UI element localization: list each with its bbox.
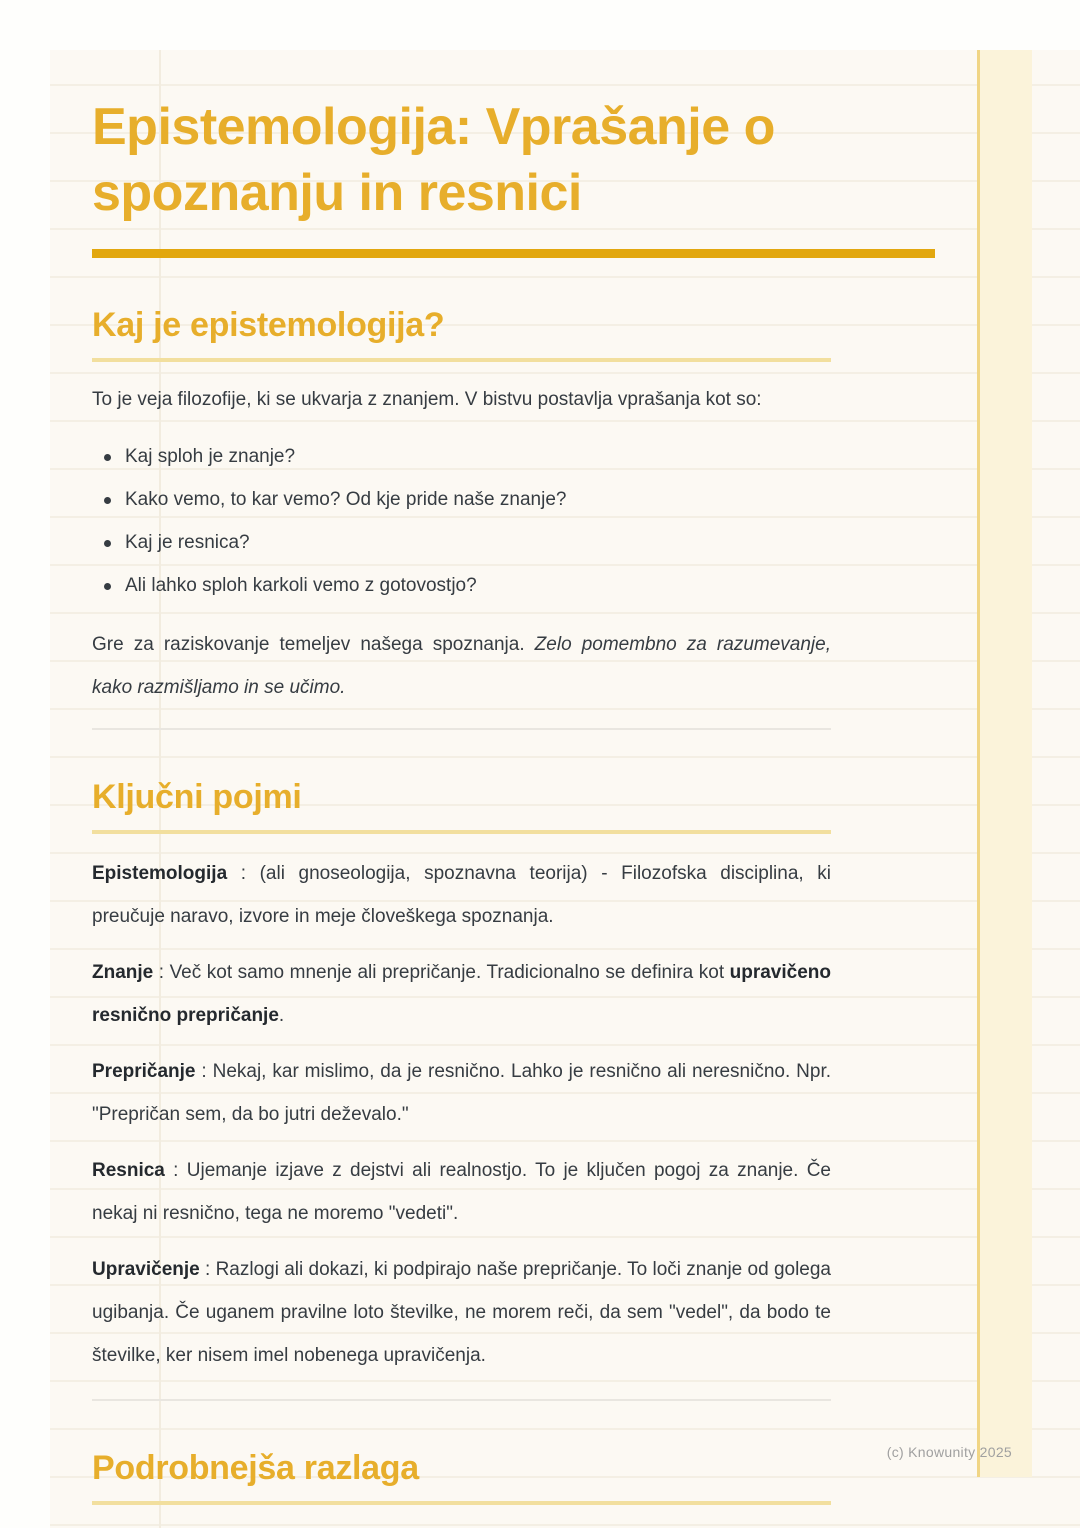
list-item xyxy=(92,435,831,478)
title-rule xyxy=(92,249,935,258)
summary-paragraph xyxy=(92,623,831,709)
section-underline xyxy=(92,1501,831,1505)
bullet-icon xyxy=(104,497,111,504)
list-item-text: Ali lahko sploh karkoli vemo z gotovostjo? xyxy=(125,575,477,596)
bullet-icon xyxy=(104,454,111,461)
bullet-icon xyxy=(104,540,111,547)
definition-term: Epistemologija xyxy=(92,863,228,884)
section-heading-kaj-je-epistemologija: Kaj je epistemologija? xyxy=(92,306,445,344)
list-item-text: Kaj je resnica? xyxy=(125,532,250,553)
definition-text: Razlogi ali dokazi, ki podpirajo naše prepričanje. To loči znanje od golega ugibanja. Če uganem pravilne loto številke, ne morem reči, da sem "vedel", da bodo te številke, ker nisem imel nobenega upravičenja. xyxy=(92,1259,831,1366)
summary-italic-text: Zelo pomembno za razumevanje, kako razmišljamo in se učimo. xyxy=(92,634,831,698)
question-list xyxy=(92,435,831,607)
section-heading-podrobnejsa-razlaga: Podrobnejša razlaga xyxy=(92,1449,419,1487)
definition-text: Ujemanje izjave z dejstvi ali realnostjo. To je ključen pogoj za znanje. Če nekaj ni resnično, tega ne moremo "vedeti". xyxy=(92,1160,831,1224)
definition-bold-text: upravičeno resnično prepričanje xyxy=(92,962,831,1026)
definition-term: Upravičenje xyxy=(92,1259,200,1280)
bookmark-ribbon xyxy=(977,50,1032,1477)
definition-term: Znanje xyxy=(92,962,154,983)
section-divider xyxy=(92,728,831,730)
list-item-text: Kaj sploh je znanje? xyxy=(125,446,296,467)
definition-epistemologija: Epistemologija : (ali gnoseologija, spoznavna teorija) - Filozofska disciplina, ki preučuje naravo, izvore in meje človeškega spoznanja. xyxy=(92,863,831,927)
definition-text: (ali gnoseologija, spoznavna teorija) - Filozofska disciplina, ki preučuje naravo, izvore in meje človeškega spoznanja. xyxy=(92,863,831,927)
list-item xyxy=(92,521,831,564)
section-divider xyxy=(92,1399,831,1401)
watermark: (c) Knowunity 2025 xyxy=(886,1444,1012,1460)
definition-text: Več kot samo mnenje ali prepričanje. Tradicionalno se definira kot xyxy=(169,962,730,983)
definition-znanje: Znanje : Več kot samo mnenje ali prepričanje. Tradicionalno se definira kot upravičeno resnično prepričanje. xyxy=(92,962,831,1026)
definition-term: Resnica xyxy=(92,1160,165,1181)
list-item-text: Kako vemo, to kar vemo? Od kje pride naše znanje? xyxy=(125,489,567,510)
document-content xyxy=(92,50,935,1505)
summary-normal-text: Gre za raziskovanje temeljev našega spoznanja. xyxy=(92,634,535,655)
definition-resnica: Resnica : Ujemanje izjave z dejstvi ali realnostjo. To je ključen pogoj za znanje. Če nekaj ni resnično, tega ne moremo "vedeti". xyxy=(92,1160,831,1224)
list-item xyxy=(92,478,831,521)
section-underline xyxy=(92,358,831,362)
bullet-icon xyxy=(104,583,111,590)
definition-text: Nekaj, kar mislimo, da je resnično. Lahko je resnično ali neresnično. Npr. "Prepričan sem, da bo jutri deževalo." xyxy=(92,1061,832,1125)
section-heading-kljucni-pojmi: Ključni pojmi xyxy=(92,778,302,816)
document-title: Epistemologija: Vprašanje o spoznanju in resnici xyxy=(92,98,775,222)
intro-paragraph: To je veja filozofije, ki se ukvarja z znanjem. V bistvu postavlja vprašanja kot so: xyxy=(92,389,762,410)
section-underline xyxy=(92,830,831,834)
list-item xyxy=(92,564,831,607)
notebook-paper xyxy=(50,50,1080,1528)
definition-prepricanje: Prepričanje : Nekaj, kar mislimo, da je resnično. Lahko je resnično ali neresnično. Npr. "Prepričan sem, da bo jutri deževalo." xyxy=(92,1061,832,1125)
definition-upravicenje: Upravičenje : Razlogi ali dokazi, ki podpirajo naše prepričanje. To loči znanje od golega ugibanja. Če uganem pravilne loto številke, ne morem reči, da sem "vedel", da bodo te številke, ker nisem imel nobenega upravičenja. xyxy=(92,1259,831,1366)
definition-term: Prepričanje xyxy=(92,1061,196,1082)
